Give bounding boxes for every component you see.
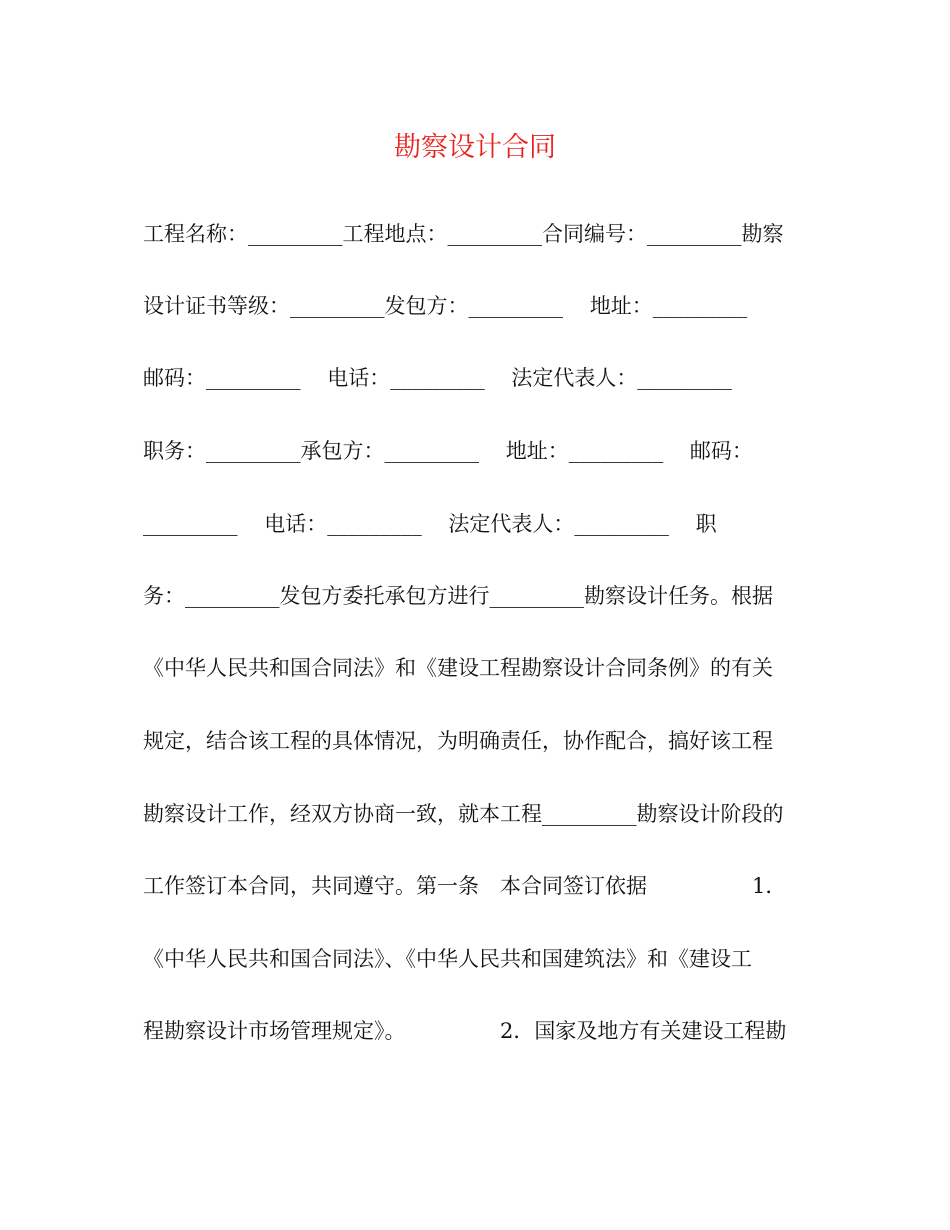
body-line-3: 邮码：_________ 电话：_________ 法定代表人：_________: [143, 366, 732, 390]
body-line-10: 工作签订本合同，共同遵守。第一条 本合同签订依据 1．: [143, 874, 787, 898]
document-title: 勘察设计合同: [394, 132, 556, 163]
body-line-1: 工程名称：_________工程地点：_________合同编号：_________勘察: [143, 222, 784, 246]
body-line-6: 务：_________发包方委托承包方进行_________勘察设计任务。根据: [143, 584, 773, 608]
body-line-9: 勘察设计工作，经双方协商一致，就本工程_________勘察设计阶段的: [143, 802, 784, 826]
body-line-5: _________ 电话：_________ 法定代表人：_________ 职: [143, 512, 717, 536]
body-line-2: 设计证书等级：_________发包方：_________ 地址：_________: [143, 294, 748, 318]
body-line-12: 程勘察设计市场管理规定》。 2．国家及地方有关建设工程勘: [143, 1019, 787, 1043]
body-line-4: 职务：_________承包方：_________ 地址：_________ 邮码：: [143, 439, 753, 463]
body-line-7: 《中华人民共和国合同法》和《建设工程勘察设计合同条例》的有关: [143, 656, 773, 680]
body-line-11: 《中华人民共和国合同法》、《中华人民共和国建筑法》和《建设工: [143, 947, 752, 971]
body-line-8: 规定，结合该工程的具体情况，为明确责任，协作配合，搞好该工程: [143, 729, 773, 753]
